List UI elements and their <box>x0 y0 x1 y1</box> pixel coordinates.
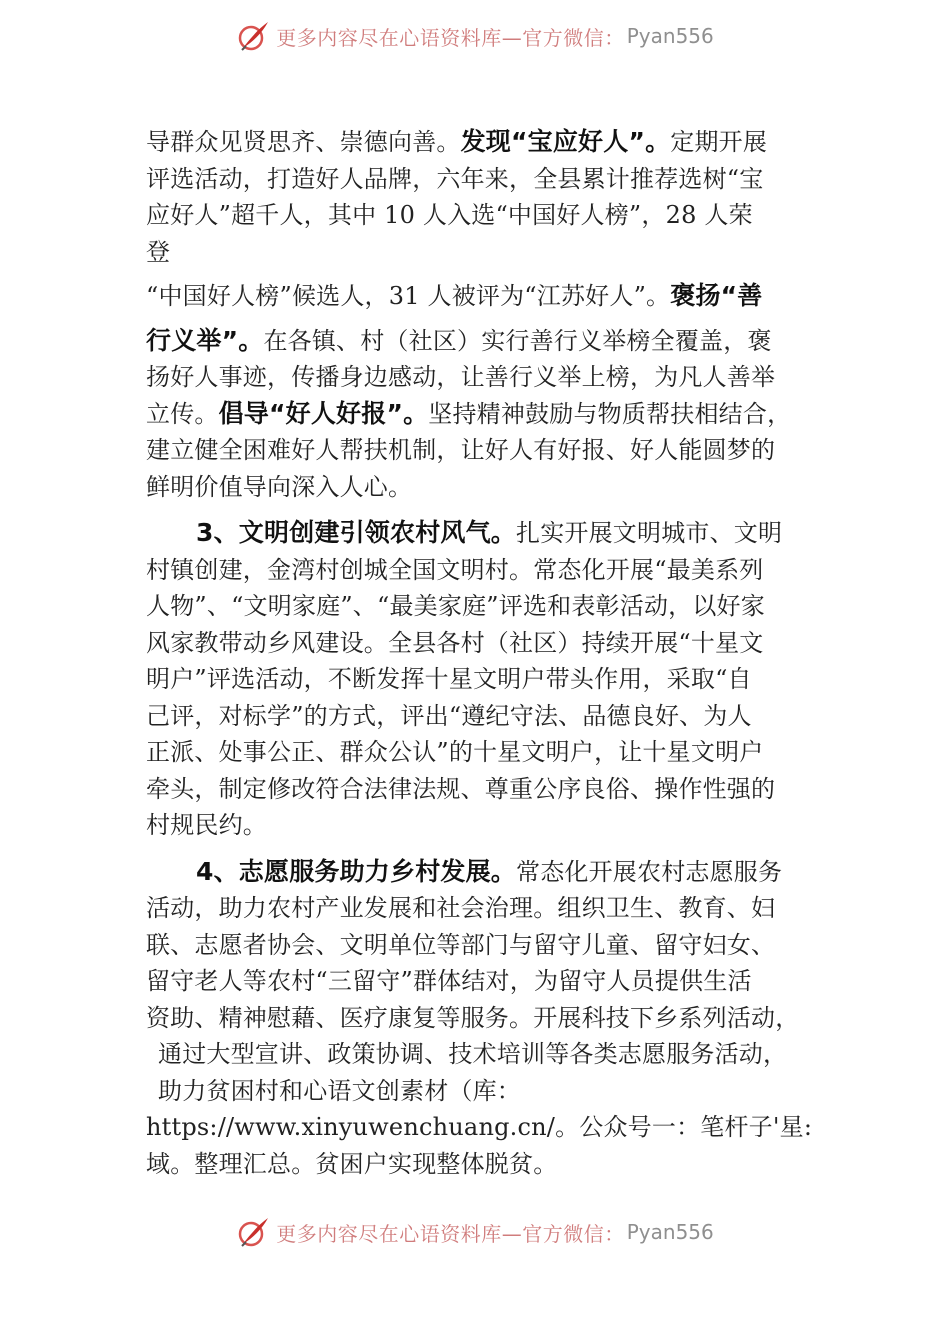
text-line: 扬好人事迹，传播身边感动，让善行义举上榜，为凡人善举 <box>146 363 776 391</box>
section-heading-line: 3、文明创建引领农村风气。扎实开展文明城市、文明 <box>196 518 783 547</box>
text-line: 应好人”超千人，其中 10 人入选“中国好人榜”，28 人荣 <box>146 201 753 229</box>
watermark-wechat-id: Pyan556 <box>626 1220 714 1244</box>
text-line: 域。整理汇总。贫困户实现整体脱贫。 <box>146 1149 558 1178</box>
text-line: 村规民约。 <box>146 811 267 839</box>
text-line: “中国好人榜”候选人，31 人被评为“江苏好人”。褒扬“善 <box>146 281 763 310</box>
watermark-text: 更多内容尽在心语资料库—官方微信： <box>276 25 625 50</box>
text-line: 导群众见贤思齐、崇德向善。发现“宝应好人”。定期开展 <box>146 127 768 156</box>
text-line: 通过大型宣讲、政策协调、技术培训等各类志愿服务活动， <box>158 1040 788 1068</box>
watermark-wechat-id: Pyan556 <box>626 24 714 48</box>
watermark-text: 更多内容尽在心语资料库—官方微信： <box>276 1221 625 1246</box>
text-line: 村镇创建，金湾村创城全国文明村。常态化开展“最美系列 <box>146 555 764 584</box>
section-heading-3: 3、文明创建引领农村风气。 <box>196 518 516 547</box>
text-line: 己评，对标学”的方式，评出“遵纪守法、品德良好、为人 <box>146 701 752 730</box>
footer-watermark <box>0 1210 950 1254</box>
section-heading-4: 4、志愿服务助力乡村发展。 <box>196 856 516 886</box>
text-line: 行义举”。在各镇、村（社区）实行善行义举榜全覆盖，褒 <box>146 325 772 355</box>
text-line: 人物”、“文明家庭”、“最美家庭”评选和表彰活动，以好家 <box>146 592 765 620</box>
text-line: 牵头，制定修改符合法律法规、尊重公序良俗、操作性强的 <box>146 774 776 803</box>
text-line: 风家教带动乡风建设。全县各村（社区）持续开展“十星文 <box>146 628 764 657</box>
header-watermark <box>0 14 950 58</box>
text-line: 正派、处事公正、群众公认”的十星文明户，让十星文明户 <box>146 738 764 766</box>
text-line: 建立健全困难好人帮扶机制，让好人有好报、好人能圆梦的 <box>146 436 776 464</box>
text-line: 活动，助力农村产业发展和社会治理。组织卫生、教育、妇 <box>146 894 776 922</box>
text-line: 明户”评选活动，不断发挥十星文明户带头作用，采取“自 <box>146 665 752 693</box>
quill-logo-icon <box>236 19 270 53</box>
text-line: 立传。倡导“好人好报”。坚持精神鼓励与物质帮扶相结合， <box>146 398 792 428</box>
text-line: 留守老人等农村“三留守”群体结对，为留守人员提供生活 <box>146 967 752 995</box>
text-line: 资助、精神慰藉、医疗康复等服务。开展科技下乡系列活动， <box>146 1003 800 1032</box>
document-body <box>146 124 816 1182</box>
url-text-line: https://www.xinyuwenchuang.cn/。公众号一：笔杆子'星: <box>146 1113 813 1141</box>
text-line: 鲜明价值导向深入人心。 <box>146 472 413 501</box>
section-heading-line: 4、志愿服务助力乡村发展。常态化开展农村志愿服务 <box>196 856 783 886</box>
text-line: 助力贫困村和心语文创素材（库： <box>158 1076 521 1105</box>
text-line: 评选活动，打造好人品牌，六年来，全县累计推荐选树“宝 <box>146 164 764 193</box>
text-line: 登 <box>146 237 171 266</box>
quill-logo-icon <box>236 1215 270 1249</box>
text-line: 联、志愿者协会、文明单位等部门与留守儿童、留守妇女、 <box>146 930 776 959</box>
